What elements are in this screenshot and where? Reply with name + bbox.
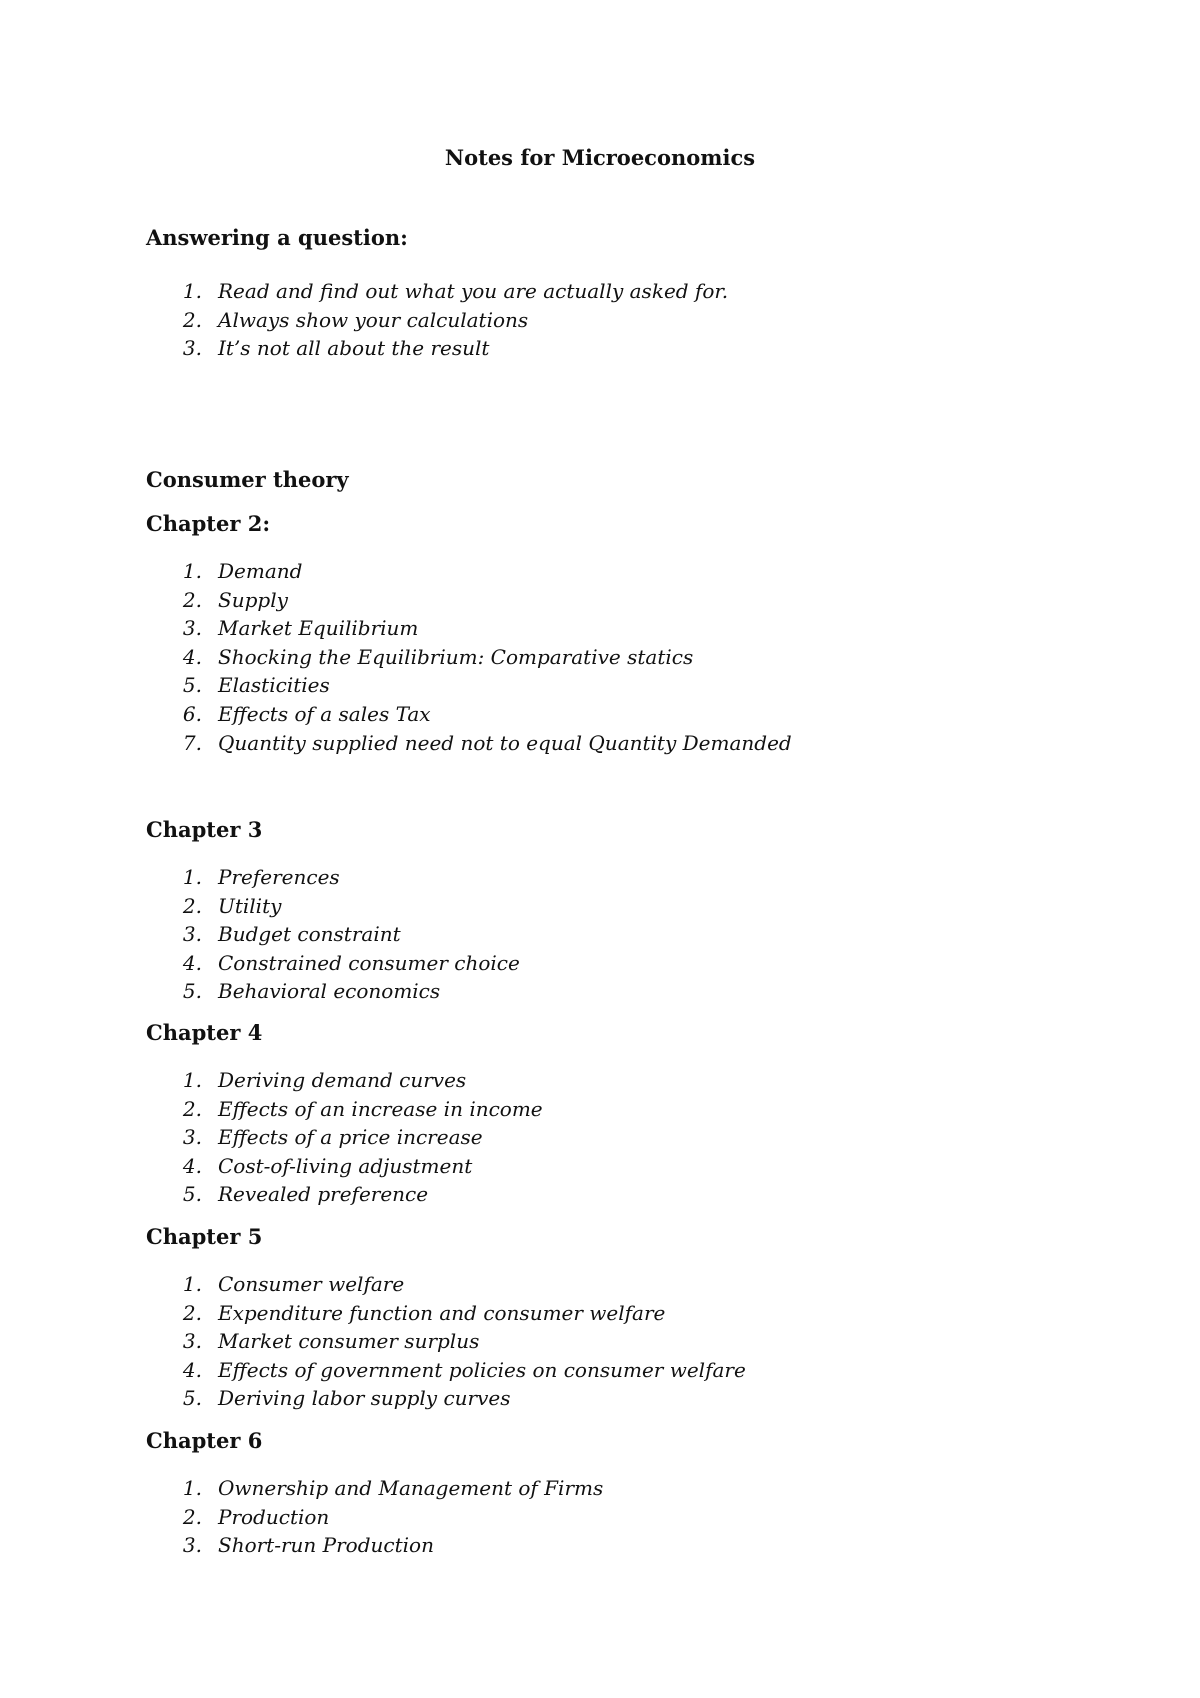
- document-title: Notes for Microeconomics: [444, 145, 756, 170]
- list-text: Market consumer surplus: [218, 1329, 480, 1354]
- list-text: Consumer welfare: [218, 1272, 405, 1296]
- list-number: 4.: [182, 1153, 202, 1178]
- list-number: 2.: [182, 1300, 202, 1325]
- list-number: 3.: [182, 616, 202, 641]
- list-text: Shocking the Equilibrium: Comparative statics: [218, 644, 694, 669]
- list-text: It’s not all about the result: [218, 336, 490, 361]
- list-number: 4.: [182, 1357, 202, 1382]
- list-number: 2.: [182, 1504, 202, 1529]
- list-text: Behavioral economics: [218, 979, 441, 1004]
- list-number: 3.: [182, 1329, 202, 1354]
- list-text: Budget constraint: [218, 922, 401, 947]
- list-number: 4.: [182, 644, 202, 669]
- list-text: Effects of a price increase: [218, 1125, 483, 1150]
- list-text: Market Equilibrium: [218, 616, 419, 641]
- list-text: Constrained consumer choice: [218, 950, 520, 975]
- list-number: 2.: [182, 307, 202, 332]
- list-text: Quantity supplied need not to equal Quantity Demanded: [218, 730, 792, 755]
- list-text: Utility: [218, 893, 282, 918]
- list-text: Cost-of-living adjustment: [218, 1153, 473, 1178]
- list-number: 1.: [182, 865, 202, 889]
- list-number: 1.: [182, 279, 202, 303]
- list-text: Revealed preference: [218, 1182, 429, 1207]
- list-text: Elasticities: [218, 673, 330, 698]
- list-number: 4.: [182, 950, 202, 975]
- list-number: 1.: [182, 559, 202, 583]
- list-number: 7.: [182, 730, 202, 755]
- list-text: Preferences: [218, 865, 340, 889]
- list-text: Supply: [218, 587, 288, 612]
- chapter-5-heading: Chapter 5: [146, 1224, 263, 1249]
- list-number: 2.: [182, 893, 202, 918]
- list-text: Effects of government policies on consumer welfare: [218, 1357, 746, 1382]
- list-text: Read and find out what you are actually asked for.: [218, 279, 729, 303]
- list-text: Effects of an increase in income: [218, 1096, 543, 1121]
- list-number: 1.: [182, 1476, 202, 1500]
- answering-heading: Answering a question:: [146, 225, 408, 250]
- list-number: 5.: [182, 1386, 202, 1411]
- list-text: Demand: [218, 559, 303, 583]
- list-number: 5.: [182, 1182, 202, 1207]
- list-number: 2.: [182, 1096, 202, 1121]
- list-text: Effects of a sales Tax: [218, 701, 431, 726]
- list-number: 1.: [182, 1068, 202, 1092]
- list-number: 3.: [182, 1125, 202, 1150]
- list-number: 5.: [182, 979, 202, 1004]
- section-heading-consumer-theory: Consumer theory: [146, 467, 349, 492]
- list-number: 3.: [182, 336, 202, 361]
- list-text: Ownership and Management of Firms: [218, 1476, 604, 1500]
- chapter-3-heading: Chapter 3: [146, 817, 263, 842]
- chapter-4-heading: Chapter 4: [146, 1020, 263, 1045]
- list-text: Deriving labor supply curves: [218, 1386, 511, 1411]
- list-number: 3.: [182, 1533, 202, 1558]
- list-number: 1.: [182, 1272, 202, 1296]
- chapter-6-heading: Chapter 6: [146, 1428, 263, 1453]
- chapter-2-heading: Chapter 2:: [146, 511, 271, 536]
- list-number: 5.: [182, 673, 202, 698]
- list-text: Short-run Production: [218, 1533, 434, 1558]
- list-text: Deriving demand curves: [218, 1068, 467, 1092]
- list-text: Production: [218, 1504, 330, 1529]
- list-number: 6.: [182, 701, 202, 726]
- list-number: 3.: [182, 922, 202, 947]
- list-text: Expenditure function and consumer welfare: [218, 1300, 666, 1325]
- list-number: 2.: [182, 587, 202, 612]
- list-text: Always show your calculations: [218, 307, 529, 332]
